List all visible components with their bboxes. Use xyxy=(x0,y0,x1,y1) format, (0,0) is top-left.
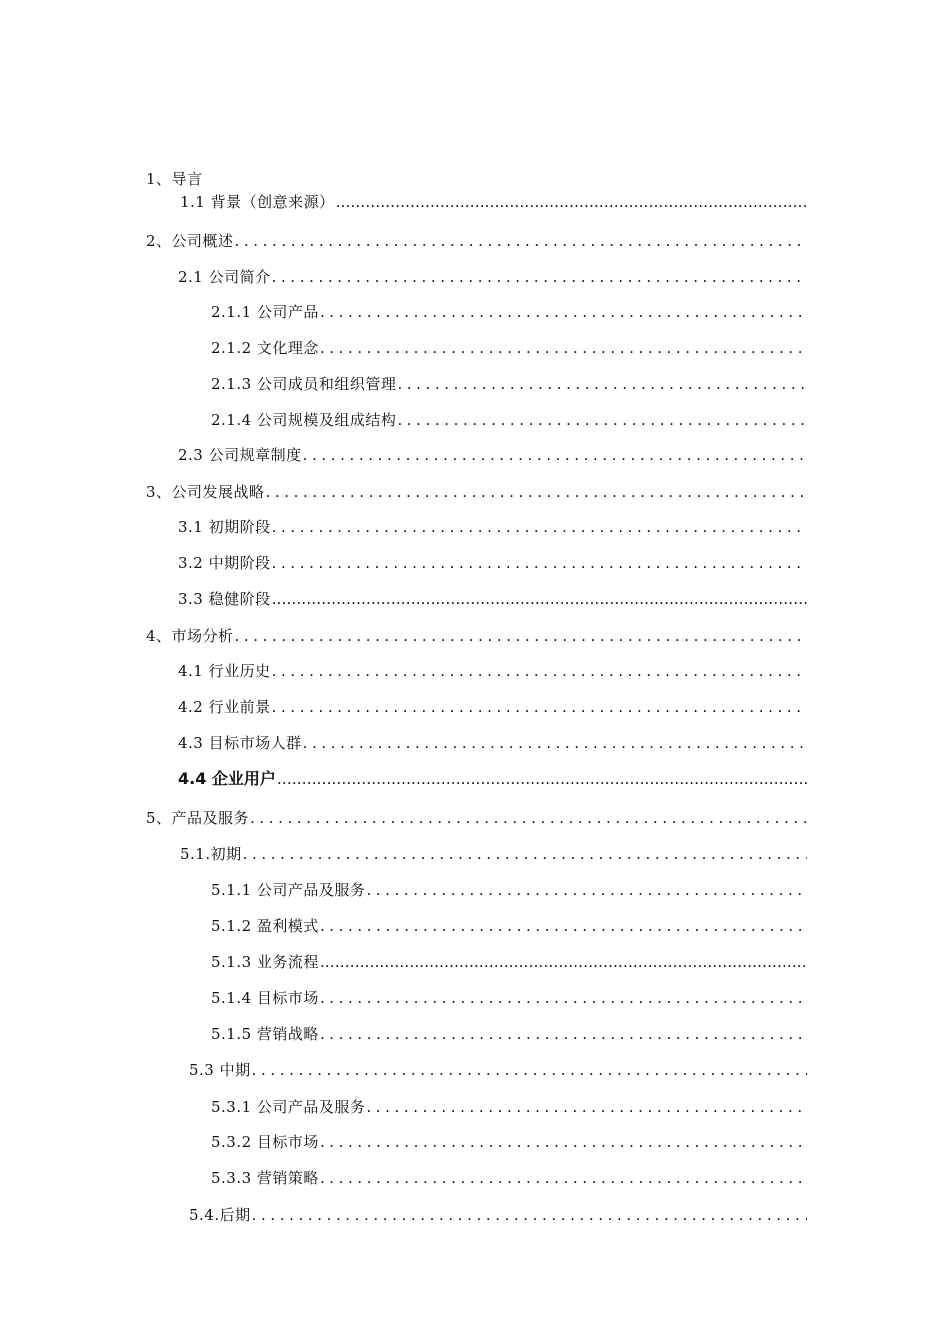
toc-entry-label: 2.1 公司简介 xyxy=(178,268,271,286)
toc-entry-label: 4.2 行业前景 xyxy=(178,698,271,716)
toc-entry-2-1-1[interactable] xyxy=(211,300,807,324)
dot-leader xyxy=(320,1130,807,1154)
dot-leader xyxy=(303,443,807,467)
toc-entry-2-1-2[interactable] xyxy=(211,336,807,360)
dot-leader xyxy=(272,515,807,539)
toc-entry-5-3-2[interactable] xyxy=(211,1130,807,1154)
toc-entry-label: 1、导言 xyxy=(146,170,203,188)
toc-entry-label: 5.1.初期 xyxy=(180,845,242,863)
toc-entry-label: 2、公司概述 xyxy=(146,232,234,250)
toc-entry-label: 5.3.2 目标市场 xyxy=(211,1133,319,1151)
toc-entry-3[interactable] xyxy=(146,480,807,504)
toc-entry-3-1[interactable] xyxy=(178,515,807,539)
toc-entry-label: 2.1.3 公司成员和组织管理 xyxy=(211,375,397,393)
toc-entry-5-3-1[interactable] xyxy=(211,1095,807,1119)
dot-leader xyxy=(397,372,807,396)
toc-entry-5[interactable] xyxy=(146,806,807,830)
dot-leader xyxy=(250,806,807,830)
toc-entry-1[interactable] xyxy=(146,167,203,191)
toc-entry-label: 3.3 稳健阶段 xyxy=(178,590,271,608)
toc-entry-label: 4.4 企业用户 xyxy=(178,769,276,788)
toc-entry-label: 3、公司发展战略 xyxy=(146,483,265,501)
toc-entry-2-1[interactable] xyxy=(178,265,807,289)
dot-leader xyxy=(320,1166,807,1190)
dot-leader xyxy=(320,914,807,938)
toc-entry-4-3[interactable] xyxy=(178,731,807,755)
dot-leader xyxy=(243,842,807,866)
dot-leader xyxy=(272,695,807,719)
toc-entry-5-1-1[interactable] xyxy=(211,878,807,902)
toc-entry-label: 5.1.5 营销战略 xyxy=(211,1025,319,1043)
toc-entry-5-3[interactable] xyxy=(189,1058,807,1082)
toc-entry-3-2[interactable] xyxy=(178,551,807,575)
dot-leader xyxy=(397,408,807,432)
toc-entry-5-4[interactable] xyxy=(189,1203,807,1227)
dot-leader xyxy=(320,950,807,974)
dot-leader xyxy=(320,986,807,1010)
toc-entry-5-1-3[interactable] xyxy=(211,950,807,974)
toc-entry-label: 2.1.4 公司规模及组成结构 xyxy=(211,411,397,429)
toc-entry-1-1[interactable] xyxy=(180,190,807,214)
toc-entry-2[interactable] xyxy=(146,229,807,253)
toc-entry-5-1[interactable] xyxy=(180,842,807,866)
toc-entry-5-3-3[interactable] xyxy=(211,1166,807,1190)
toc-entry-label: 5.1.1 公司产品及服务 xyxy=(211,881,366,899)
toc-entry-2-3[interactable] xyxy=(178,443,807,467)
toc-entry-5-1-2[interactable] xyxy=(211,914,807,938)
toc-entry-label: 4、市场分析 xyxy=(146,627,234,645)
dot-leader xyxy=(366,1095,807,1119)
dot-leader xyxy=(320,1022,807,1046)
dot-leader xyxy=(252,1058,807,1082)
toc-entry-label: 2.3 公司规章制度 xyxy=(178,446,302,464)
toc-entry-label: 5.1.3 业务流程 xyxy=(211,953,319,971)
toc-entry-label: 5.3 中期 xyxy=(189,1061,251,1079)
dot-leader xyxy=(336,190,807,214)
toc-entry-label: 3.2 中期阶段 xyxy=(178,554,271,572)
toc-entry-3-3[interactable] xyxy=(178,587,807,611)
toc-entry-label: 4.1 行业历史 xyxy=(178,662,271,680)
toc-entry-5-1-4[interactable] xyxy=(211,986,807,1010)
dot-leader xyxy=(252,1203,807,1227)
toc-entry-5-1-5[interactable] xyxy=(211,1022,807,1046)
dot-leader xyxy=(320,336,807,360)
toc-entry-label: 2.1.2 文化理念 xyxy=(211,339,319,357)
toc-entry-label: 1.1 背景（创意来源） xyxy=(180,193,335,211)
dot-leader xyxy=(235,229,807,253)
dot-leader xyxy=(366,878,807,902)
toc-entry-label: 5.1.2 盈利模式 xyxy=(211,917,319,935)
dot-leader xyxy=(266,480,807,504)
dot-leader xyxy=(277,767,807,791)
toc-entry-label: 5.3.3 营销策略 xyxy=(211,1169,319,1187)
toc-entry-label: 4.3 目标市场人群 xyxy=(178,734,302,752)
toc-entry-2-1-3[interactable] xyxy=(211,372,807,396)
toc-entry-label: 2.1.1 公司产品 xyxy=(211,303,319,321)
toc-entry-label: 5.4.后期 xyxy=(189,1206,251,1224)
toc-entry-label: 5.1.4 目标市场 xyxy=(211,989,319,1007)
dot-leader xyxy=(235,624,807,648)
dot-leader xyxy=(272,659,807,683)
dot-leader xyxy=(272,265,807,289)
toc-entry-4-1[interactable] xyxy=(178,659,807,683)
toc-entry-4[interactable] xyxy=(146,624,807,648)
toc-entry-4-2[interactable] xyxy=(178,695,807,719)
dot-leader xyxy=(303,731,807,755)
toc-entry-4-4[interactable] xyxy=(178,767,807,791)
toc-entry-2-1-4[interactable] xyxy=(211,408,807,432)
toc-entry-label: 5、产品及服务 xyxy=(146,809,250,827)
toc-entry-label: 5.3.1 公司产品及服务 xyxy=(211,1098,366,1116)
dot-leader xyxy=(272,587,807,611)
dot-leader xyxy=(320,300,807,324)
toc-entry-label: 3.1 初期阶段 xyxy=(178,518,271,536)
dot-leader xyxy=(272,551,807,575)
